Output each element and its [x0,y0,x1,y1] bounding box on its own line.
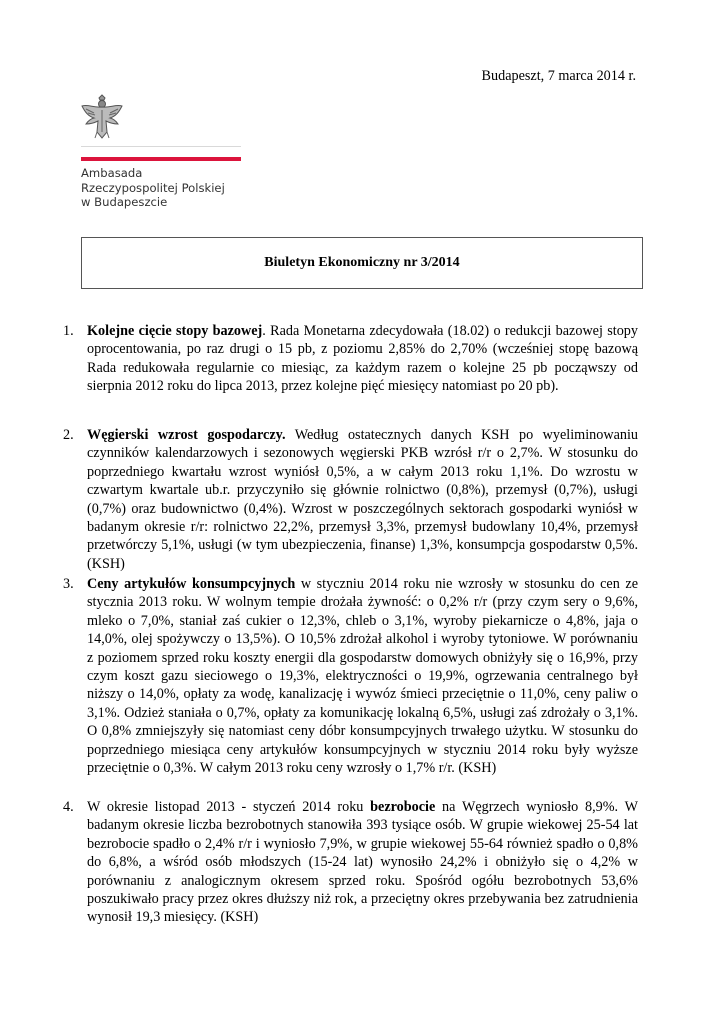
item-heading: Kolejne cięcie stopy bazowej [87,323,263,339]
item-text: na Węgrzech wyniosło 8,9%. W badanym okresie liczba bezrobotnych stanowiła 393 tysiące osób. W grupie wiekowej 25-54 lat bezrobocie spadło o 2,4% r/r i wyniosło 7,9%, w grupie wiekowej 55-64 również spadło o 0,8% do 6,8%, a wśród osób młodszych (15-24 lat) wynosiło 24,2% i obniżyło się o 4,2% w porównaniu z analogicznym okresem sprzed roku. Spośród ogółu bezrobotnych 53,6% poszukiwało pracy przez okres dłuższy niż rok, a przeciętny okres przebywania bez zatrudnienia wynosił 19,3 miesięcy. (KSH) [87,799,638,926]
date-line: Budapeszt, 7 marca 2014 r. [481,68,636,84]
bulletin-title-box [81,237,643,289]
polish-flag-bar [81,146,241,161]
item-number: 3. [63,576,74,592]
item-text: . Rada Monetarna zdecydowała (18.02) o redukcji bazowej stopy oprocentowania, po raz drugi o 15 pb, z poziomu 2,85% do 2,70% (wcześniej stopę bazową Rada redukowała regularnie co miesiąc, za każdym razem o kolejne 25 pb począwszy od sierpnia 2012 roku do lipca 2013, przez kolejne pięć miesięcy natomiast po 20 pb). [87,323,638,395]
item-text: w styczniu 2014 roku nie wzrosły w stosunku do cen ze stycznia 2013 roku. W wolnym tempie drożała żywność: o 0,2% r/r (przy czym sery o 9,6%, mleko o 7,0%, staniał zaś cukier o 12,3%, chleb o 3,1%, wyroby piekarnicze o 4,8%, jaja o 14,0%, olej spożywczy o 13,5%). O 10,5% zdrożał alkohol i wyroby tytoniowe. W porównaniu z poziomem sprzed roku koszty energii dla gospodarstw domowych obniżyły się o 16,9%, przy czym koszt gazu sieciowego o 19,3%, elektryczności o 19,9%, ogrzewania centralnego był niższy o 14,0%, opłaty za wodę, kanalizację i wywóz śmieci przeciętnie o 11,0%, ceny paliw o 3,1%. Odzież staniała o 0,7%, opłaty za komunikację lokalną 6,5%, usługi zaś zdrożały o 3,1%. O 0,8% zmniejszyły się natomiast ceny dóbr konsumpcyjnych trwałego użytku. W stosunku do poprzedniego miesiąca ceny artykułów konsumpcyjnych w styczniu 2014 roku były wyższe przeciętnie o 0,3%. W całym 2013 roku ceny wzrosły o 1,7% r/r. (KSH) [87,576,638,777]
item-number: 2. [63,427,74,443]
list-item [63,426,638,573]
item-text: Według ostatecznych danych KSH po wyeliminowaniu czynników kalendarzowych i sezonowych węgierski PKB wzrósł r/r o 2,7%. W stosunku do poprzedniego kwartału wzrost wyniósł 0,5%, a w całym 2013 roku 1,1%. Do wzrostu w czwartym kwartale ub.r. przyczyniło się głównie rolnictwo (0,8%), przemysł (0,7%), usługi (0,7%) oraz budownictwo (0,4%). Wzrost w poszczególnych sektorach gospodarki wyniósł w badanym okresie r/r: rolnictwo 22,2%, przemysł 3,3%, przemysł budowlany 10,4%, przemysł przetwórczy 5,1%, usługi (w tym ubezpieczenia, finanse) 1,3%, konsumpcja gospodarstw 0,5%. (KSH) [87,427,638,572]
polish-eagle-icon [80,94,124,140]
list-item [63,575,638,777]
embassy-name-line3: w Budapeszcie [81,195,168,209]
item-lead: W okresie listopad 2013 - styczeń 2014 roku [87,799,371,815]
list-item [63,798,638,927]
item-number: 4. [63,799,74,815]
item-heading: Ceny artykułów konsumpcyjnych [87,576,296,592]
item-heading: bezrobocie [370,799,436,815]
list-item [63,322,638,396]
bulletin-title: Biuletyn Ekonomiczny nr 3/2014 [264,255,460,270]
item-number: 1. [63,323,74,339]
item-heading: Węgierski wzrost gospodarczy. [87,427,286,443]
embassy-name-line2: Rzeczypospolitej Polskiej [81,180,225,195]
embassy-name-line1: Ambasada [81,166,143,180]
embassy-name [81,166,225,210]
